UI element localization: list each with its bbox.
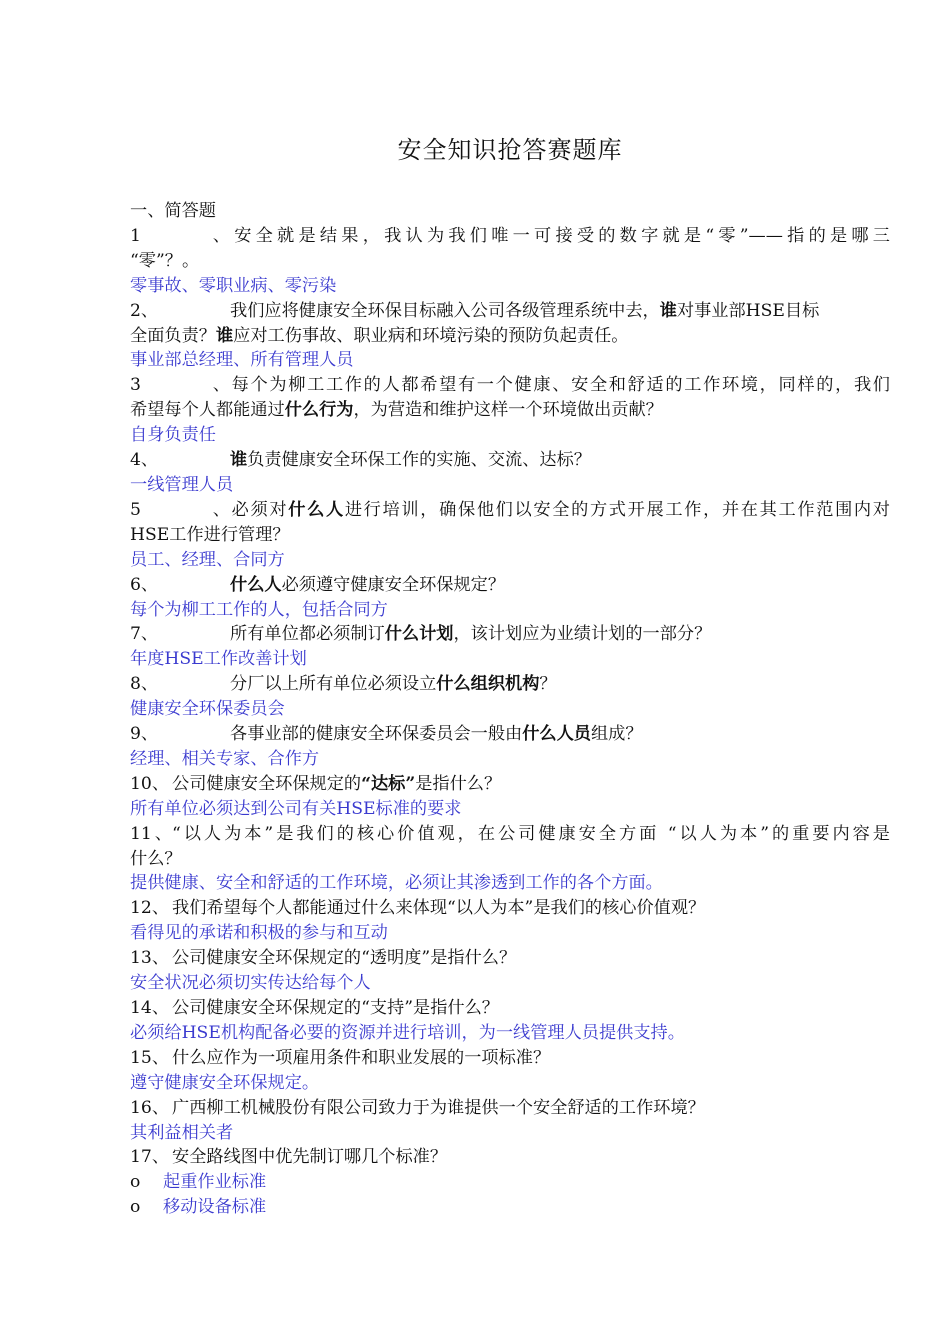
question-13-line-1 xyxy=(130,946,890,971)
answer-5: 员工、经理、合同方 xyxy=(130,549,285,570)
question-number: 3、 xyxy=(130,375,230,396)
question-keyword: 谁 xyxy=(230,450,248,471)
question-text: 必须遵守健康安全环保规定？ xyxy=(281,574,506,595)
question-number: 5、 xyxy=(130,499,230,520)
answer-1: 零事故、零职业病、零污染 xyxy=(130,275,337,296)
question-text: 各事业部的健康安全环保委员会一般由 xyxy=(230,724,523,745)
question-text: ，为营造和维护这样一个环境做出贡献？ xyxy=(353,400,663,421)
question-text: 安全就是结果，我认为我们唯一可接受的数字就是“零”——指的是哪三 xyxy=(230,225,890,246)
answer-3: 自身负责任 xyxy=(130,425,216,446)
question-text: 我们希望每个人都能通过什么来体现“以人为本”是我们的核心价值观？ xyxy=(172,898,706,919)
question-7-line-1 xyxy=(130,622,890,647)
answer-8: 健康安全环保委员会 xyxy=(130,699,285,720)
question-text: 广西柳工机械股份有限公司致力于为谁提供一个安全舒适的工作环境？ xyxy=(172,1097,705,1118)
answer-4: 一线管理人员 xyxy=(130,474,234,495)
section-heading: 一、简答题 xyxy=(130,201,216,221)
question-number: 7、 xyxy=(130,624,159,645)
question-11-line-1 xyxy=(130,822,890,847)
answer-9: 经理、相关专家、合作方 xyxy=(130,748,320,769)
question-5-line-2: HSE工作进行管理？ xyxy=(130,524,290,545)
question-number: 2、 xyxy=(130,300,159,321)
question-5-line-1 xyxy=(130,498,890,523)
question-number: 1、 xyxy=(130,225,230,246)
answer-14: 必须给HSE机构配备必要的资源并进行培训，为一线管理人员提供支持。 xyxy=(130,1022,685,1043)
question-8-line-1 xyxy=(130,672,890,697)
question-keyword: 谁 xyxy=(659,300,677,321)
question-text: 安全路线图中优先制订哪几个标准？ xyxy=(172,1147,448,1168)
question-number: 11、 xyxy=(130,823,172,844)
question-keyword: 什么组织机构 xyxy=(436,674,540,695)
question-12-line-1 xyxy=(130,896,890,921)
answer-13: 安全状况必须切实传达给每个人 xyxy=(130,973,371,994)
answer-6: 每个为柳工工作的人，包括合同方 xyxy=(130,599,388,620)
question-keyword: 什么行为 xyxy=(284,400,354,421)
question-text: ，该计划应为业绩计划的一部分？ xyxy=(453,624,712,645)
bullet-text: 起重作业标准 xyxy=(163,1172,267,1193)
question-number: 16、 xyxy=(130,1097,170,1118)
answer-16: 其利益相关者 xyxy=(130,1122,234,1143)
question-text: 我们应将健康安全环保目标融入公司各级管理系统中去， xyxy=(230,300,660,321)
bullet-marker: o xyxy=(130,1172,141,1193)
answer-bullet-2 xyxy=(130,1195,890,1220)
question-1-line-2: “零”？。 xyxy=(130,250,200,271)
question-3-line-2 xyxy=(130,398,890,423)
answer-2: 事业部总经理、所有管理人员 xyxy=(130,350,354,371)
question-number: 8、 xyxy=(130,674,159,695)
question-16-line-1 xyxy=(130,1096,890,1121)
question-text: 每个为柳工工作的人都希望有一个健康、安全和舒适的工作环境，同样的，我们 xyxy=(230,375,890,396)
question-number: 10、 xyxy=(130,773,170,794)
answer-10: 所有单位必须达到公司有关HSE标准的要求 xyxy=(130,798,462,819)
question-number: 6、 xyxy=(130,574,159,595)
question-text: 对事业部HSE目标 xyxy=(676,300,820,321)
question-text: 负责健康安全环保工作的实施、交流、达标？ xyxy=(247,450,591,471)
question-number: 13、 xyxy=(130,948,170,969)
answer-12: 看得见的承诺和积极的参与和互动 xyxy=(130,923,388,944)
question-text: 公司健康安全环保规定的“透明度”是指什么？ xyxy=(172,948,517,969)
question-2-line-2 xyxy=(130,324,890,349)
question-number: 17、 xyxy=(130,1147,170,1168)
question-number: 4、 xyxy=(130,450,159,471)
question-keyword: 谁 xyxy=(215,325,234,346)
question-number: 12、 xyxy=(130,898,170,919)
answer-bullet-1 xyxy=(130,1170,890,1195)
document-content xyxy=(130,199,890,1220)
question-number: 14、 xyxy=(130,998,170,1018)
question-text: 公司健康安全环保规定的 xyxy=(172,773,362,794)
question-1-line-1 xyxy=(130,224,890,249)
question-6-line-1 xyxy=(130,573,890,598)
question-text: 组成？ xyxy=(590,724,643,745)
question-text: 应对工伤事故、职业病和环境污染的预防负起责任。 xyxy=(233,325,629,346)
question-text: 全面负责？ xyxy=(130,325,216,346)
question-text: ？ xyxy=(539,674,557,695)
question-4-line-1 xyxy=(130,448,890,473)
question-number: 15、 xyxy=(130,1047,170,1068)
question-text: “以人为本”是我们的核心价值观，在公司健康安全方面 “以人为本”的重要内容是 xyxy=(172,823,890,844)
question-text: 什么应作为一项雇用条件和职业发展的一项标准？ xyxy=(172,1047,551,1068)
question-text: 必须对 xyxy=(230,499,289,520)
question-text: 希望每个人都能通过 xyxy=(130,400,285,421)
question-keyword: “达标” xyxy=(361,773,416,794)
question-10-line-1 xyxy=(130,772,890,797)
question-text: 所有单位都必须制订 xyxy=(230,624,385,645)
question-number: 9、 xyxy=(130,724,159,745)
question-keyword: 什么人 xyxy=(230,574,282,595)
question-14-line-1 xyxy=(130,996,890,1021)
question-11-line-2: 什么？ xyxy=(130,848,182,869)
question-text: 进行培训，确保他们以安全的方式开展工作，并在其工作范围内对 xyxy=(344,499,890,520)
question-text: 分厂以上所有单位必须设立 xyxy=(230,674,437,695)
question-15-line-1 xyxy=(130,1046,890,1071)
question-keyword: 什么人员 xyxy=(522,724,591,745)
answer-7: 年度HSE工作改善计划 xyxy=(130,649,307,670)
question-2-line-1 xyxy=(130,299,890,324)
question-3-line-1 xyxy=(130,373,890,398)
question-text: 公司健康安全环保规定的“支持”是指什么？ xyxy=(172,998,499,1018)
answer-11: 提供健康、安全和舒适的工作环境，必须让其渗透到工作的各个方面。 xyxy=(130,873,663,894)
document-title: 安全知识抢答赛题库 xyxy=(397,136,623,164)
question-keyword: 什么计划 xyxy=(384,624,454,645)
bullet-marker: o xyxy=(130,1197,141,1218)
question-text: 是指什么？ xyxy=(415,773,502,794)
question-9-line-1 xyxy=(130,722,890,747)
question-keyword: 什么人 xyxy=(288,499,345,520)
question-17-line-1 xyxy=(130,1145,890,1170)
answer-15: 遵守健康安全环保规定。 xyxy=(130,1072,320,1093)
bullet-text: 移动设备标准 xyxy=(163,1197,267,1218)
